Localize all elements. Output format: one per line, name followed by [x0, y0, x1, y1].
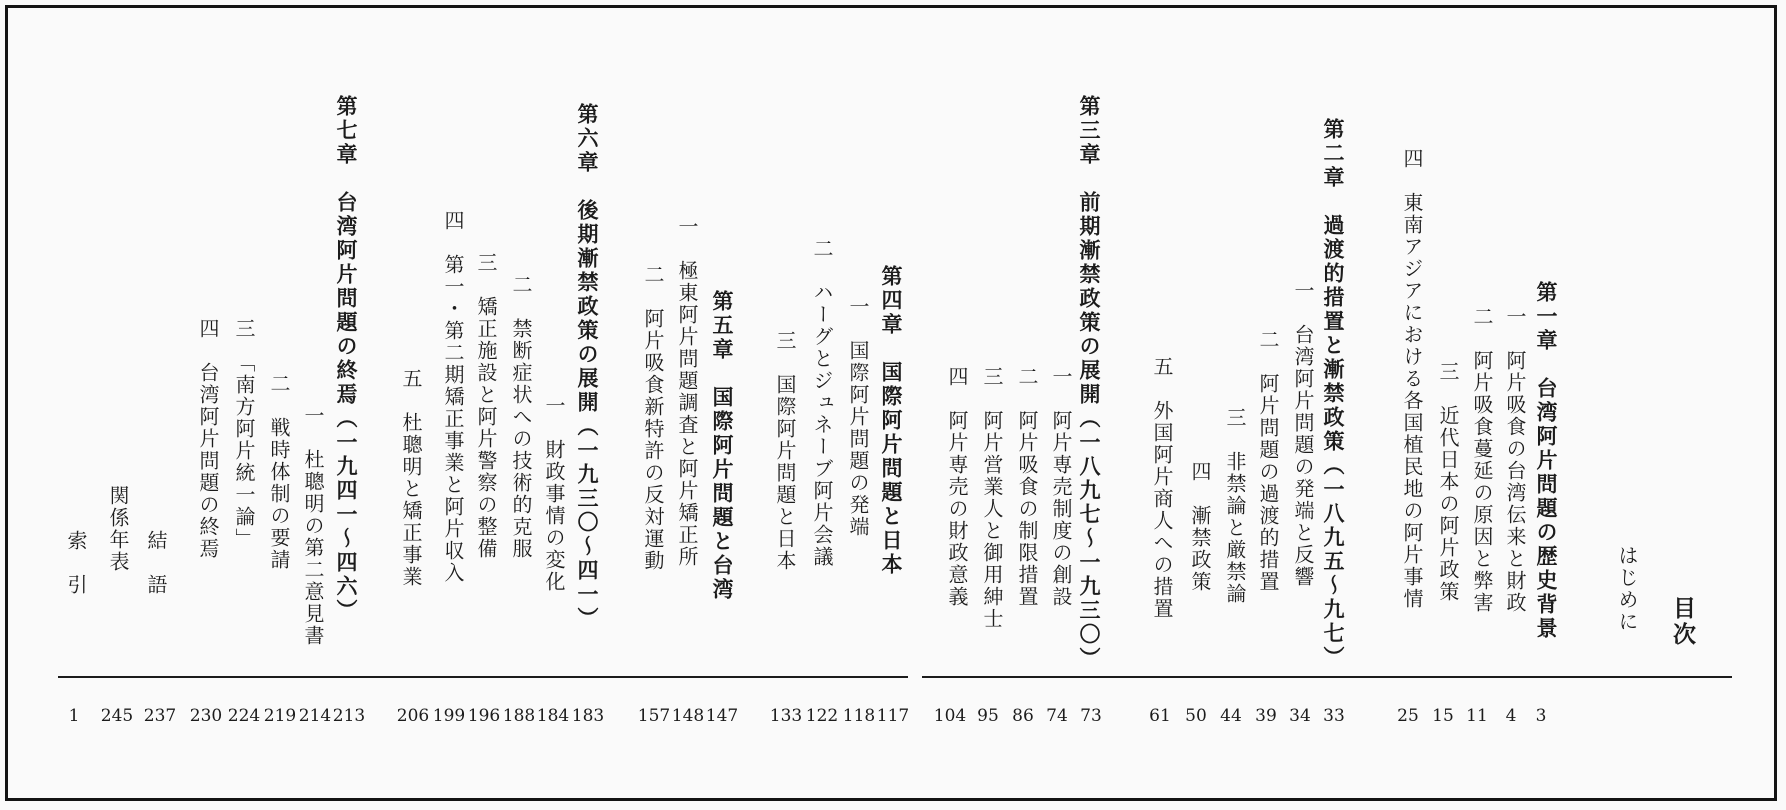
section-7-2: 二 戦時体制の要請 [267, 373, 291, 571]
page-number-2-2: 39 [1255, 706, 1277, 726]
entry-index: 索 引 [64, 530, 88, 596]
page-number-7-2: 219 [263, 706, 297, 726]
section-6-3: 三 矯正施設と阿片警察の整備 [474, 252, 498, 560]
page-number-5-1: 148 [671, 706, 705, 726]
page-number-7-4: 230 [189, 706, 223, 726]
page-number-2-1: 34 [1289, 706, 1311, 726]
section-1-4: 四 東南アジアにおける各国植民地の阿片事情 [1400, 148, 1424, 610]
section-1-1: 一 阿片吸食の台湾伝来と財政 [1503, 306, 1527, 614]
section-2-4: 四 漸禁政策 [1188, 461, 1212, 593]
page-number-3-3: 95 [977, 706, 999, 726]
section-3-3: 三 阿片営業人と御用紳士 [980, 366, 1004, 630]
page-number-2-3: 44 [1220, 706, 1242, 726]
entry-hajimeni: はじめに [1615, 545, 1639, 633]
page-number-ch3: 73 [1080, 706, 1102, 726]
toc-title: 目次 [1669, 596, 1696, 648]
chapter-5-heading: 第五章 国際阿片問題と台湾 [710, 290, 735, 602]
page-number-1-1: 4 [1505, 706, 1517, 726]
page-number-ch6: 183 [571, 706, 605, 726]
section-4-3: 三 国際阿片問題と日本 [773, 330, 797, 572]
page-number-ch2: 33 [1323, 706, 1345, 726]
section-2-5: 五 外国阿片商人への措置 [1150, 356, 1174, 620]
section-5-1: 一 極東阿片問題調査と阿片矯正所 [675, 216, 699, 568]
section-7-3: 三 「南方阿片統一論」 [232, 318, 256, 550]
section-6-2: 二 禁断症状への技術的克服 [509, 274, 533, 560]
section-3-2: 二 阿片吸食の制限措置 [1015, 366, 1039, 608]
section-1-2: 二 阿片吸食蔓延の原因と弊害 [1470, 306, 1494, 614]
page-number-2-5: 61 [1149, 706, 1171, 726]
section-7-1: 一 杜聰明の第二意見書 [301, 405, 325, 647]
page-number-3-4: 104 [933, 706, 967, 726]
page-number-ketsugo: 237 [143, 706, 177, 726]
section-7-4: 四 台湾阿片問題の終焉 [196, 318, 220, 560]
page-number-6-3: 196 [467, 706, 501, 726]
divider-rule-left [58, 676, 908, 678]
section-6-5: 五 杜聰明と矯正事業 [399, 368, 423, 588]
section-6-4: 四 第一・第二期矯正事業と阿片収入 [441, 210, 465, 584]
section-5-2: 二 阿片吸食新特許の反対運動 [641, 264, 665, 572]
page-number-5-2: 157 [637, 706, 671, 726]
page-number-ch7: 213 [332, 706, 366, 726]
page-number-4-3: 133 [769, 706, 803, 726]
section-1-3: 三 近代日本の阿片政策 [1436, 361, 1460, 603]
section-3-1: 一 阿片専売制度の創設 [1049, 366, 1073, 608]
section-3-4: 四 阿片専売の財政意義 [945, 366, 969, 608]
page-number-1-3: 15 [1432, 706, 1454, 726]
page-number-1-2: 11 [1466, 706, 1488, 726]
section-2-1: 一 台湾阿片問題の発端と反響 [1291, 280, 1315, 588]
page-number-3-1: 74 [1046, 706, 1068, 726]
page-number-hajimeni: 3 [1535, 706, 1547, 726]
page-number-6-4: 199 [432, 706, 466, 726]
section-6-1: 一 財政事情の変化 [542, 395, 566, 593]
page-number-6-5: 206 [396, 706, 430, 726]
page-number-1-4: 25 [1397, 706, 1419, 726]
chapter-1-heading: 第一章 台湾阿片問題の歴史背景 [1534, 281, 1559, 641]
chapter-2-heading: 第二章 過渡的措置と漸禁政策（一八九五～九七） [1321, 118, 1346, 670]
page-number-7-3: 224 [227, 706, 261, 726]
page-number-3-2: 86 [1012, 706, 1034, 726]
section-4-2: 二 ハーグとジュネーブ阿片会議 [810, 238, 834, 568]
page-number-ch5: 147 [705, 706, 739, 726]
page-number-7-1: 214 [298, 706, 332, 726]
section-4-1: 一 国際阿片問題の発端 [846, 296, 870, 538]
page-number-chronology: 245 [100, 706, 134, 726]
divider-rule-right [922, 676, 1732, 678]
section-2-2: 二 阿片問題の過渡的措置 [1256, 329, 1280, 593]
entry-chronology: 関係年表 [106, 485, 130, 573]
page-number-2-4: 50 [1185, 706, 1207, 726]
page-number-ch4: 117 [876, 706, 910, 726]
entry-ketsugo: 結 語 [144, 530, 168, 596]
chapter-6-heading: 第六章 後期漸禁政策の展開（一九三〇～四一） [575, 103, 600, 631]
section-2-3: 三 非禁論と厳禁論 [1223, 407, 1247, 605]
chapter-3-heading: 第三章 前期漸禁政策の展開（一八九七～一九三〇） [1077, 95, 1102, 671]
page-number-4-1: 118 [842, 706, 876, 726]
chapter-7-heading: 第七章 台湾阿片問題の終焉（一九四一～四六） [334, 95, 359, 623]
page-number-6-2: 188 [502, 706, 536, 726]
page-number-index: 1 [68, 706, 80, 726]
page-number-6-1: 184 [536, 706, 570, 726]
chapter-4-heading: 第四章 国際阿片問題と日本 [879, 265, 904, 577]
page-number-4-2: 122 [805, 706, 839, 726]
